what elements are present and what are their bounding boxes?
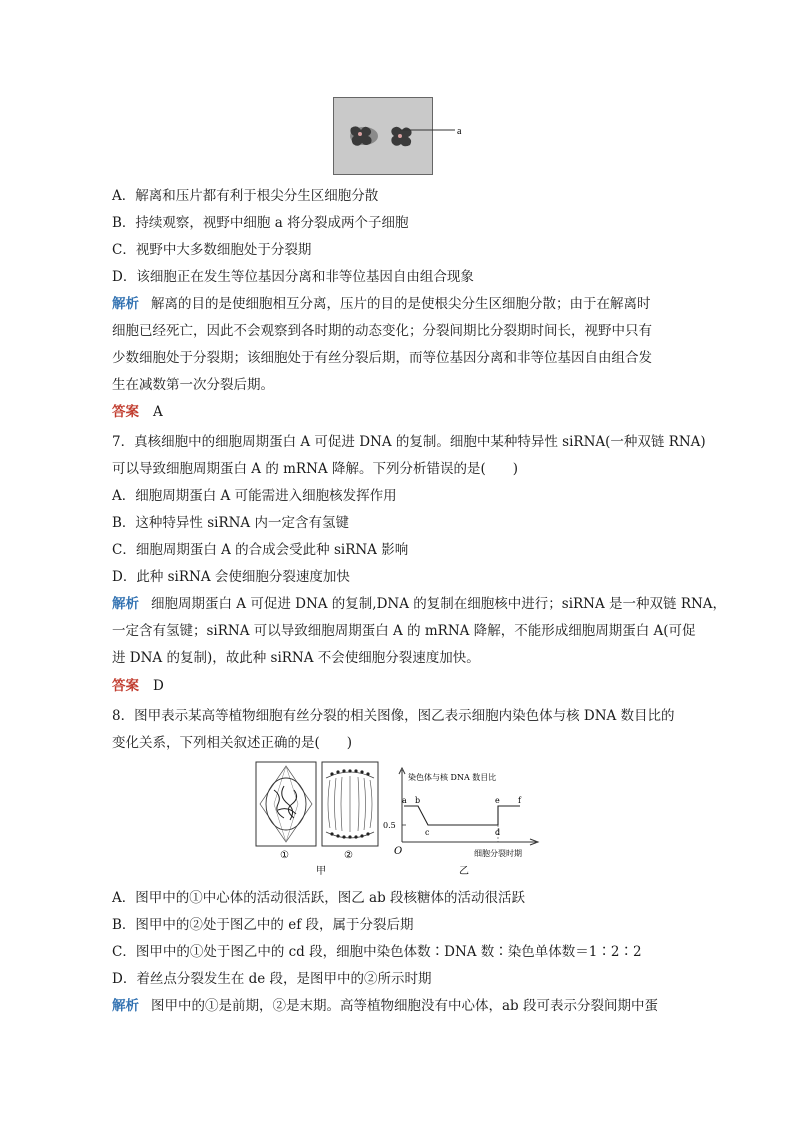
q6-analysis-line-1: 解析 解离的目的是使细胞相互分离，压片的目的是使根尖分生区细胞分散；由于在解离时 [112,296,651,312]
point-c: c [425,828,430,837]
q7-answer [112,677,164,695]
origin-label: O [394,846,403,857]
q6-answer [112,403,163,421]
answer-value: D [153,678,164,694]
cell-2-label: ② [344,850,353,861]
analysis-label: 解析 [112,596,139,612]
q6-analysis-line-3: 少数细胞处于分裂期；该细胞处于有丝分裂后期，而等位基因分离和非等位基因自由组合发 [112,350,652,366]
q8-option-c: C．图甲中的①处于图乙中的 cd 段，细胞中染色体数∶DNA 数∶染色单体数＝1∶2∶2 [112,944,642,960]
q7-analysis-line-2: 一定含有氢键；siRNA 可以导致细胞周期蛋白 A 的 mRNA 降解，不能形成细胞周期蛋白 A(可促 [112,623,696,639]
q7-analysis-line-3: 进 DNA 的复制)，故此种 siRNA 不会使细胞分裂速度加快。 [112,650,480,666]
q7-option-d: D．此种 siRNA 会使细胞分裂速度加快 [112,569,350,585]
q8-figure [254,760,544,880]
q6-analysis-line-4: 生在减数第一次分裂后期。 [112,377,274,393]
q6-analysis-line-2: 细胞已经死亡，因此不会观察到各时期的动态变化；分裂间期比分裂期时间长，视野中只有 [112,323,652,339]
q7-stem-line-2: 可以导致细胞周期蛋白 A 的 mRNA 降解。下列分析错误的是( ) [112,461,518,477]
q8-stem-line-2: 变化关系，下列相关叙述正确的是( ) [112,735,353,751]
analysis-label: 解析 [112,296,139,312]
q8-option-d: D．着丝点分裂发生在 de 段，是图甲中的②所示时期 [112,971,432,987]
answer-label: 答案 [112,678,139,694]
point-e: e [495,796,500,805]
ratio-curve [404,806,520,825]
q8-stem-line-1: 8．图甲表示某高等植物细胞有丝分裂的相关图像，图乙表示细胞内染色体与核 DNA 数目比的 [112,708,675,724]
point-f: f [518,796,521,805]
q6-option-a: A．解离和压片都有利于根尖分生区细胞分散 [112,188,379,204]
jia-label: 甲 [316,866,326,877]
point-d: d [495,828,501,837]
y-axis-label: 染色体与核 DNA 数目比 [408,773,497,782]
q6-option-c: C．视野中大多数细胞处于分裂期 [112,242,312,258]
pointer-line-a [400,120,470,140]
q7-option-c: C．细胞周期蛋白 A 的合成会受此种 siRNA 影响 [112,542,409,558]
q7-analysis-line-1: 解析 细胞周期蛋白 A 可促进 DNA 的复制,DNA 的复制在细胞核中进行；siRNA 是一种双链 RNA， [112,596,727,612]
q7-option-a: A．细胞周期蛋白 A 可能需进入细胞核发挥作用 [112,488,397,504]
yi-label: 乙 [459,866,469,877]
q8-option-b: B．图甲中的②处于图乙中的 ef 段，属于分裂后期 [112,917,414,933]
q8-option-a: A．图甲中的①中心体的活动很活跃，图乙 ab 段核糖体的活动很活跃 [112,890,526,906]
cell-1-label: ① [280,850,289,861]
answer-value: A [153,404,163,420]
q6-option-b: B．持续观察，视野中细胞 a 将分裂成两个子细胞 [112,215,409,231]
label-a: a [457,126,462,137]
analysis-label: 解析 [112,998,139,1014]
q6-option-d: D．该细胞正在发生等位基因分离和非等位基因自由组合现象 [112,269,474,285]
q8-analysis-line-1: 解析 图甲中的①是前期，②是末期。高等植物细胞没有中心体，ab 段可表示分裂间期中蛋 [112,998,658,1014]
point-b: b [415,796,421,805]
q7-stem-line-1: 7．真核细胞中的细胞周期蛋白 A 可促进 DNA 的复制。细胞中某种特异性 siRNA(一种双链 RNA) [112,434,706,450]
x-axis-label: 细胞分裂时期 [474,849,522,858]
answer-label: 答案 [112,404,139,420]
cell-1-box [256,762,316,846]
y-tick-label: 0.5 [383,821,396,830]
q7-option-b: B．这种特异性 siRNA 内一定含有氢键 [112,515,349,531]
q8-figure-svg [254,760,544,880]
point-a: a [402,796,407,805]
